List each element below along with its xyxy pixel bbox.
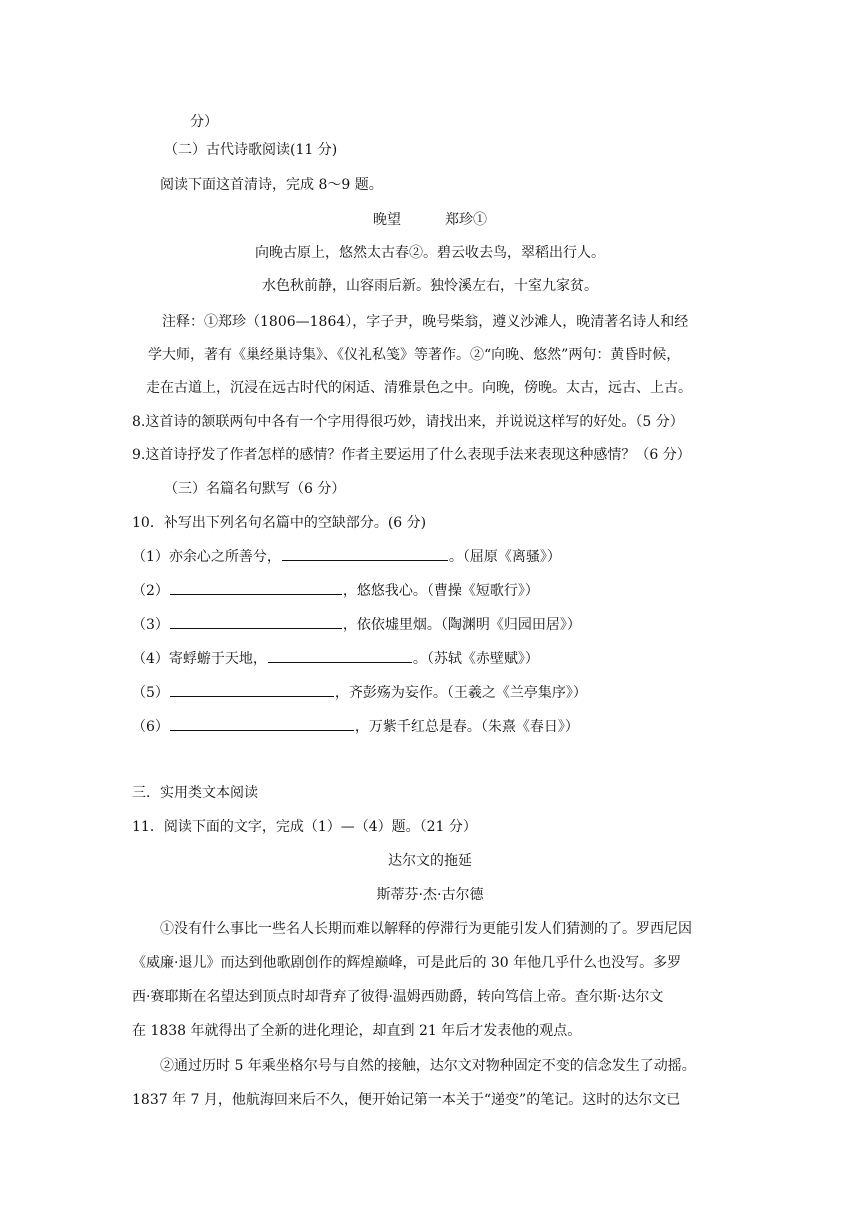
paragraph2-line1: ②通过历时 5 年乘坐格尔号与自然的接触，达尔文对物种固定不变的信念发生了动摇。	[160, 1058, 696, 1074]
article-author: 斯蒂芬·杰·古尔德	[376, 887, 484, 903]
fill-blank-item-3: （3） ，依依墟里烟。（陶渊明《归园田居》）	[132, 614, 581, 635]
fill-blank-item-4: （4）寄蜉蝣于天地， 。（苏轼《赤壁赋》）	[132, 648, 539, 669]
paragraph1-line3: 西·赛耶斯在名望达到顶点时却背弃了彼得·温姆西勋爵，转向笃信上帝。查尔斯·达尔文	[132, 989, 664, 1005]
poem-line-1: 向晚古原上，悠然太古春②。碧云收去鸟，翠稻出行人。	[255, 245, 605, 261]
note-line-1: 注释：①郑珍（1806—1864），字子尹，晚号柴翁，遵义沙滩人，晚清著名诗人和经	[162, 314, 689, 330]
answer-blank-1[interactable]	[282, 546, 448, 561]
paragraph1-line2: 《威廉·退儿》而达到他歌剧创作的辉煌巅峰，可是此后的 30 年他几乎什么也没写。多罗	[132, 955, 682, 971]
answer-blank-5[interactable]	[170, 682, 334, 697]
poetry-instruction: 阅读下面这首清诗，完成 8～9 题。	[160, 177, 383, 193]
section-heading-recitation: （三）名篇名句默写（6 分）	[164, 481, 346, 497]
paragraph1-line1: ①没有什么事比一些名人长期而难以解释的停滞行为更能引发人们猜测的了。罗西尼因	[160, 921, 692, 937]
paragraph2-line2: 1837 年 7 月，他航海回来后不久，便开始记第一本关于“递变”的笔记。这时的达尔文已	[132, 1092, 681, 1108]
poem-title: 晚望	[373, 212, 401, 228]
poem-line-2: 水色秋前静，山容雨后新。独怜溪左右，十室九家贫。	[262, 278, 598, 294]
fill-blank-item-6: （6） ，万紫千红总是春。（朱熹《春日》）	[132, 716, 579, 737]
part3-heading: 三．实用类文本阅读	[132, 785, 258, 801]
paragraph1-line4: 在 1838 年就得出了全新的进化理论，却直到 21 年后才发表他的观点。	[132, 1023, 582, 1039]
note-line-3: 走在古道上，沉浸在远古时代的闲适、清雅景色之中。向晚，傍晚。太古，远古、上古。	[146, 380, 692, 396]
poem-header	[0, 210, 860, 230]
question-9: 9.这首诗抒发了作者怎样的感情？作者主要运用了什么表现手法来表现这种感情？（6 分）	[132, 447, 691, 463]
note-line-2: 学大师，著有《巢经巢诗集》、《仪礼私笺》等著作。②“向晚、悠然”两句：黄昏时候，	[148, 347, 681, 363]
answer-blank-2[interactable]	[170, 580, 342, 595]
question-8: 8.这首诗的颔联两句中各有一个字用得很巧妙，请找出来，并说说这样写的好处。（5 分）	[132, 414, 684, 430]
poem-author: 郑珍①	[445, 212, 487, 228]
answer-blank-4[interactable]	[268, 648, 412, 663]
question-10: 10．补写出下列名句名篇中的空缺部分。(6 分)	[132, 515, 427, 531]
answer-blank-3[interactable]	[170, 614, 342, 629]
question-11: 11．阅读下面的文字，完成（1）—（4）题。（21 分）	[132, 819, 477, 835]
section-heading-poetry: （二）古代诗歌阅读(11 分)	[164, 142, 338, 158]
fill-blank-item-2: （2） ，悠悠我心。（曹操《短歌行》）	[132, 580, 539, 601]
fill-blank-item-5: （5） ，齐彭殇为妄作。（王羲之《兰亭集序》）	[132, 682, 587, 703]
article-title: 达尔文的拖延	[388, 853, 472, 869]
continued-score-text: 分）	[190, 114, 218, 130]
answer-blank-6[interactable]	[170, 716, 354, 731]
fill-blank-item-1: （1）亦余心之所善兮， 。（屈原《离骚》）	[132, 546, 561, 567]
